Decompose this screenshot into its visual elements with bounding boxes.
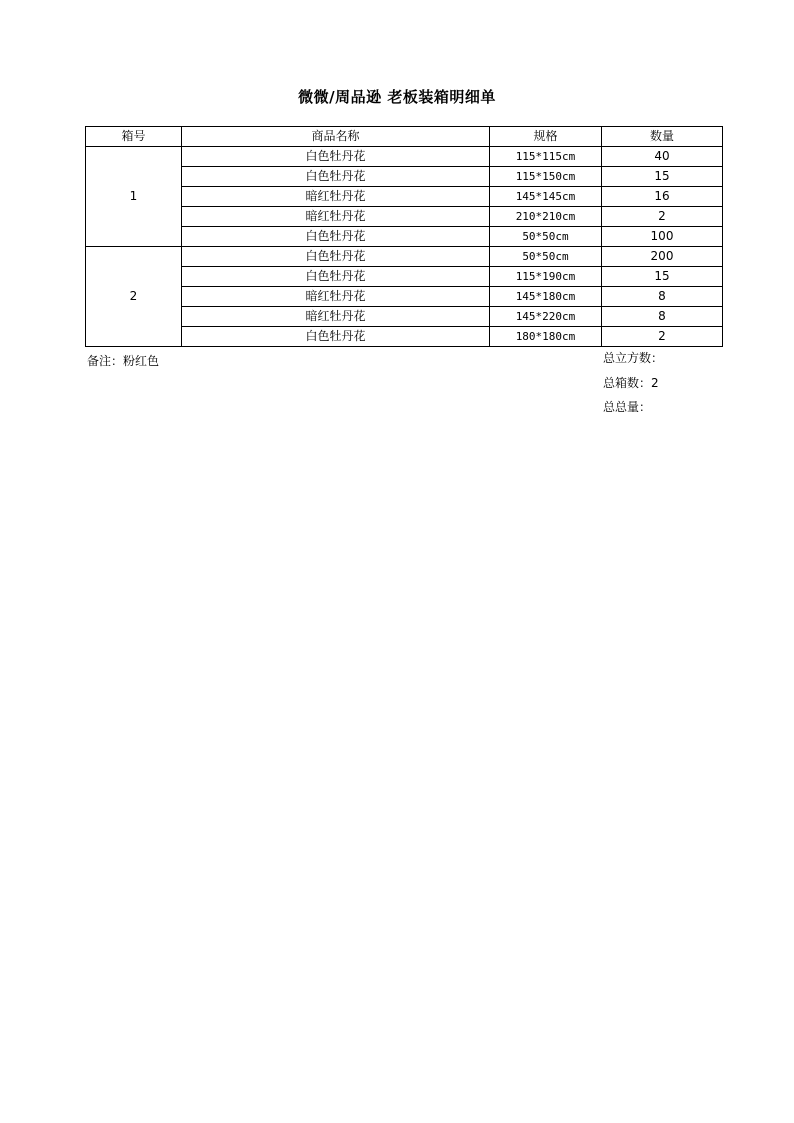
quantity-cell: 8 — [602, 307, 723, 327]
total-boxes-label: 总箱数：2 — [603, 376, 659, 390]
product-name-cell: 白色牡丹花 — [182, 147, 490, 167]
table-row — [86, 207, 723, 227]
header-product-name: 商品名称 — [182, 127, 490, 147]
table-row — [86, 267, 723, 287]
spec-cell: 145*145cm — [490, 187, 602, 207]
header-spec: 规格 — [490, 127, 602, 147]
spec-cell: 115*150cm — [490, 167, 602, 187]
product-name-cell: 暗红牡丹花 — [182, 187, 490, 207]
product-name-cell: 白色牡丹花 — [182, 167, 490, 187]
table-row — [86, 247, 723, 267]
product-name-cell: 白色牡丹花 — [182, 267, 490, 287]
header-quantity: 数量 — [602, 127, 723, 147]
product-name-cell: 暗红牡丹花 — [182, 207, 490, 227]
quantity-cell: 15 — [602, 167, 723, 187]
table-row — [86, 187, 723, 207]
quantity-cell: 2 — [602, 207, 723, 227]
quantity-cell: 16 — [602, 187, 723, 207]
table-row — [86, 287, 723, 307]
product-name-cell: 暗红牡丹花 — [182, 307, 490, 327]
box-number-cell: 1 — [86, 147, 182, 247]
spec-cell: 145*220cm — [490, 307, 602, 327]
spec-cell: 180*180cm — [490, 327, 602, 347]
spec-cell: 115*190cm — [490, 267, 602, 287]
table-header-row — [86, 127, 723, 147]
spec-cell: 145*180cm — [490, 287, 602, 307]
product-name-cell: 暗红牡丹花 — [182, 287, 490, 307]
remarks-note: 备注：粉红色 — [87, 354, 160, 368]
table-row — [86, 147, 723, 167]
quantity-cell: 15 — [602, 267, 723, 287]
product-name-cell: 白色牡丹花 — [182, 327, 490, 347]
header-box-no: 箱号 — [86, 127, 182, 147]
spec-cell: 210*210cm — [490, 207, 602, 227]
spec-cell: 50*50cm — [490, 227, 602, 247]
spec-cell: 50*50cm — [490, 247, 602, 267]
table-row — [86, 167, 723, 187]
table-row — [86, 307, 723, 327]
box-number-cell: 2 — [86, 247, 182, 347]
packing-list-table — [85, 126, 723, 347]
quantity-cell: 2 — [602, 327, 723, 347]
product-name-cell: 白色牡丹花 — [182, 247, 490, 267]
table-row — [86, 327, 723, 347]
table-row — [86, 227, 723, 247]
quantity-cell: 100 — [602, 227, 723, 247]
quantity-cell: 200 — [602, 247, 723, 267]
quantity-cell: 40 — [602, 147, 723, 167]
document-title: 微微/周品逊 老板装箱明细单 — [298, 88, 496, 106]
product-name-cell: 白色牡丹花 — [182, 227, 490, 247]
spec-cell: 115*115cm — [490, 147, 602, 167]
total-volume-label: 总立方数： — [603, 351, 664, 365]
total-quantity-label: 总总量： — [603, 400, 652, 414]
quantity-cell: 8 — [602, 287, 723, 307]
